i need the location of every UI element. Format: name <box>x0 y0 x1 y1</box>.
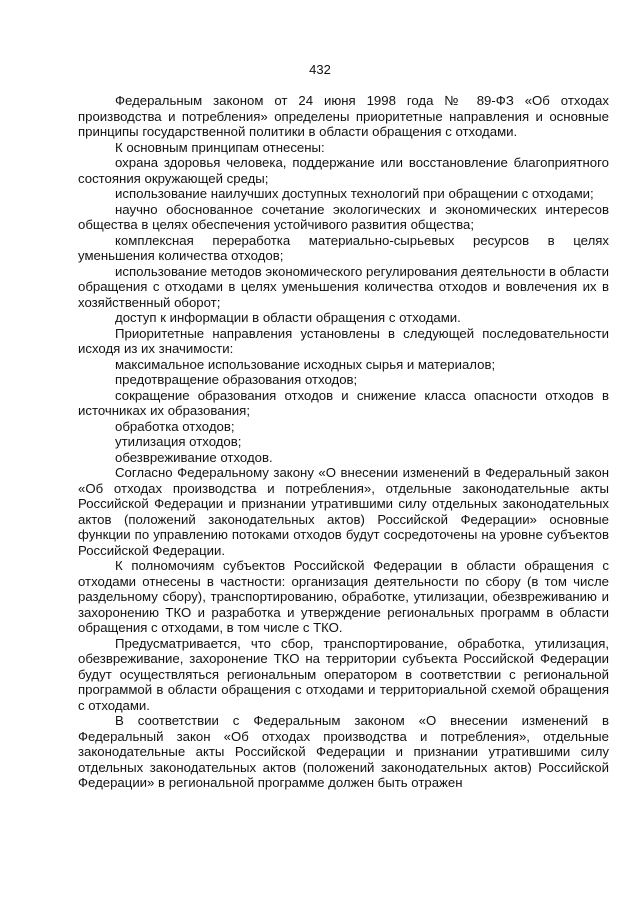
paragraph-priority-maximal-use: максимальное использование исходных сырья и материалов; <box>115 356 496 372</box>
paragraph-principles-heading: К основным принципам отнесены: <box>115 139 325 155</box>
paragraph-priority-neutralization: обезвреживание отходов. <box>115 449 273 465</box>
paragraph-subject-powers: К полномочиям субъектов Российской Федерации в области обращения с отходами отнесены в частности: организация деятельности по сбору (в том числе раздельному сбору), транспортированию, обработке, утилизации, обезвреживанию и захоронению ТКО и разработка и утверждение региональных программ в области обращения с отходами, в том числе с ТКО. <box>78 558 609 635</box>
paragraph-principle-processing: комплексная переработка материально-сырьевых ресурсов в целях уменьшения количества отходов; <box>78 232 609 263</box>
paragraph-priority-treatment: обработка отходов; <box>115 418 235 434</box>
paragraph-principle-technologies: использование наилучших доступных технологий при обращении с отходами; <box>115 186 594 201</box>
paragraph-regional-operator: Предусматривается, что сбор, транспортирование, обработка, утилизация, обезвреживание, захоронение ТКО на территории субъекта Российской Федерации будут осуществляться региональным оператором в соответствии с региональной программой в области обращения с отходами и территориальной схемой обращения с отходами. <box>78 635 609 713</box>
paragraph-principle-regulation: использование методов экономического регулирования деятельности в области обращения с отходами в целях уменьшения количества отходов и вовлечения их в хозяйственный оборот; <box>78 263 609 310</box>
paragraph-federal-law-functions: Согласно Федеральному закону «О внесении изменений в Федеральный закон «Об отходах производства и потребления», отдельные законодательные акты Российской Федерации и признании утратившими силу отдельных законодательных актов (положений законодательных актов) Российской Федерации» основные функции по управлению потоками отходов будут сосредоточены на уровне субъектов Российской Федерации. <box>78 465 609 558</box>
paragraph-intro: Федеральным законом от 24 июня 1998 года № 89-ФЗ «Об отходах производства и потребления» определены приоритетные направления и основные принципы государственной политики в области обращения с отходами. <box>78 93 609 139</box>
document-body <box>78 93 609 791</box>
paragraph-priority-prevention: предотвращение образования отходов; <box>115 372 358 387</box>
paragraph-principle-health: охрана здоровья человека, поддержание или восстановление благоприятного состояния окружающей среды; <box>78 155 609 186</box>
paragraph-regional-program: В соответствии с Федеральным законом «О внесении изменений в Федеральный закон «Об отходах производства и потребления», отдельные законодательные акты Российской Федерации и признании утратившими силу отдельных законодательных актов (положений законодательных актов) Российской Федерации» в региональной программе должен быть отражен <box>78 713 609 790</box>
paragraph-principle-information: доступ к информации в области обращения с отходами. <box>115 310 461 325</box>
paragraph-priority-utilization: утилизация отходов; <box>115 434 242 449</box>
paragraph-priority-reduction: сокращение образования отходов и снижение класса опасности отходов в источниках их образования; <box>78 387 609 418</box>
page-number: 432 <box>309 62 331 77</box>
paragraph-principle-interests: научно обоснованное сочетание экологических и экономических интересов общества в целях обеспечения устойчивого развития общества; <box>78 201 609 232</box>
paragraph-priorities-heading: Приоритетные направления установлены в следующей последовательности исходя из их значимости: <box>78 325 609 356</box>
